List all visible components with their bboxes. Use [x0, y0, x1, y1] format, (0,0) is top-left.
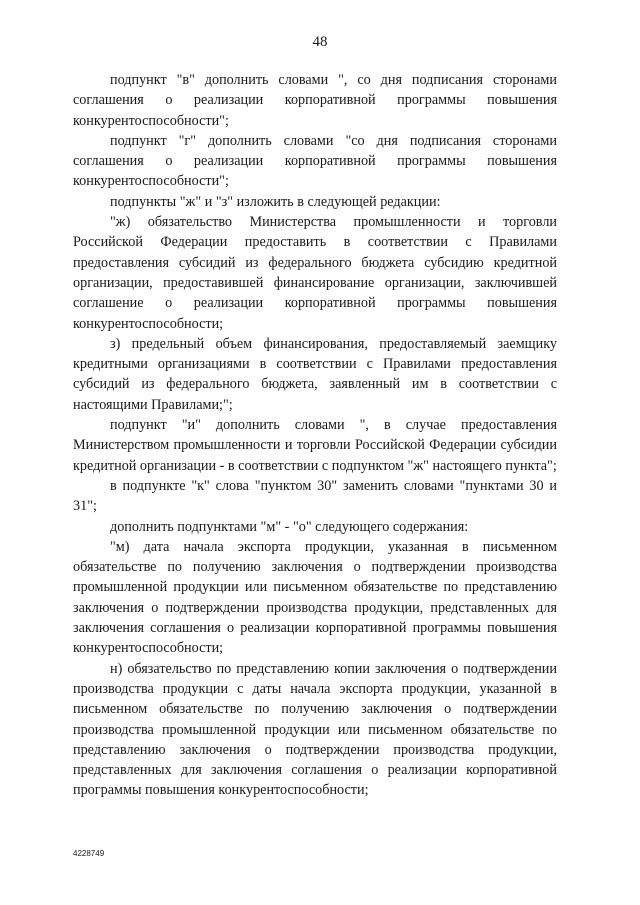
paragraph: подпункт "г" дополнить словами "со дня подписания сторонами соглашения о реализации корпоративной программы повышения конкурентоспособности"; [73, 132, 557, 190]
paragraph: з) предельный объем финансирования, предоставляемый заемщику кредитными организациями в соответствии с Правилами предоставления субсидий из федерального бюджета, заявленный им в соответствии с настоящими Правилами;"; [73, 335, 557, 413]
paragraph: "ж) обязательство Министерства промышленности и торговли Российской Федерации предоставить в соответствии с Правилами предоставления субсидий из федерального бюджета субсидию кредитной организации, предоставившей финансирование организации, заключившей соглашение о реализации корпоративной программы повышения конкурентоспособности; [73, 214, 557, 332]
paragraph: дополнить подпунктами "м" - "о" следующего содержания: [110, 518, 469, 535]
paragraph: в подпункте "к" слова "пунктом 30" заменить словами "пунктами 30 и 31"; [73, 477, 557, 515]
document-id: 4228749 [73, 849, 105, 858]
page-number: 48 [312, 34, 328, 50]
paragraph: подпункты "ж" и "з" изложить в следующей редакции: [110, 193, 441, 210]
paragraph: подпункт "в" дополнить словами ", со дня подписания сторонами соглашения о реализации корпоративной программы повышения конкурентоспособности"; [73, 72, 557, 129]
paragraph: подпункт "и" дополнить словами ", в случае предоставления Министерством промышленности и торговли Российской Федерации субсидии кредитной организации - в соответствии с подпунктом "ж" настоящего пункта"; [73, 417, 557, 474]
document-body [73, 70, 557, 801]
paragraph: н) обязательство по представлению копии заключения о подтверждении производства продукции с даты начала экспорта продукции, указанной в письменном обязательстве по получению заключения о подтверждении производства промышленной продукции или письменном обязательстве по представлению заключения о подтверждении производства продукции, представленных для заключения соглашения о реализации корпоративной программы повышения конкурентоспособности; [73, 660, 557, 799]
paragraph: "м) дата начала экспорта продукции, указанная в письменном обязательстве по получению заключения о подтверждении производства промышленной продукции или письменном обязательстве по представлению заключения о подтверждении производства продукции, представленных для заключения соглашения о реализации корпоративной программы повышения конкурентоспособности; [73, 538, 557, 657]
